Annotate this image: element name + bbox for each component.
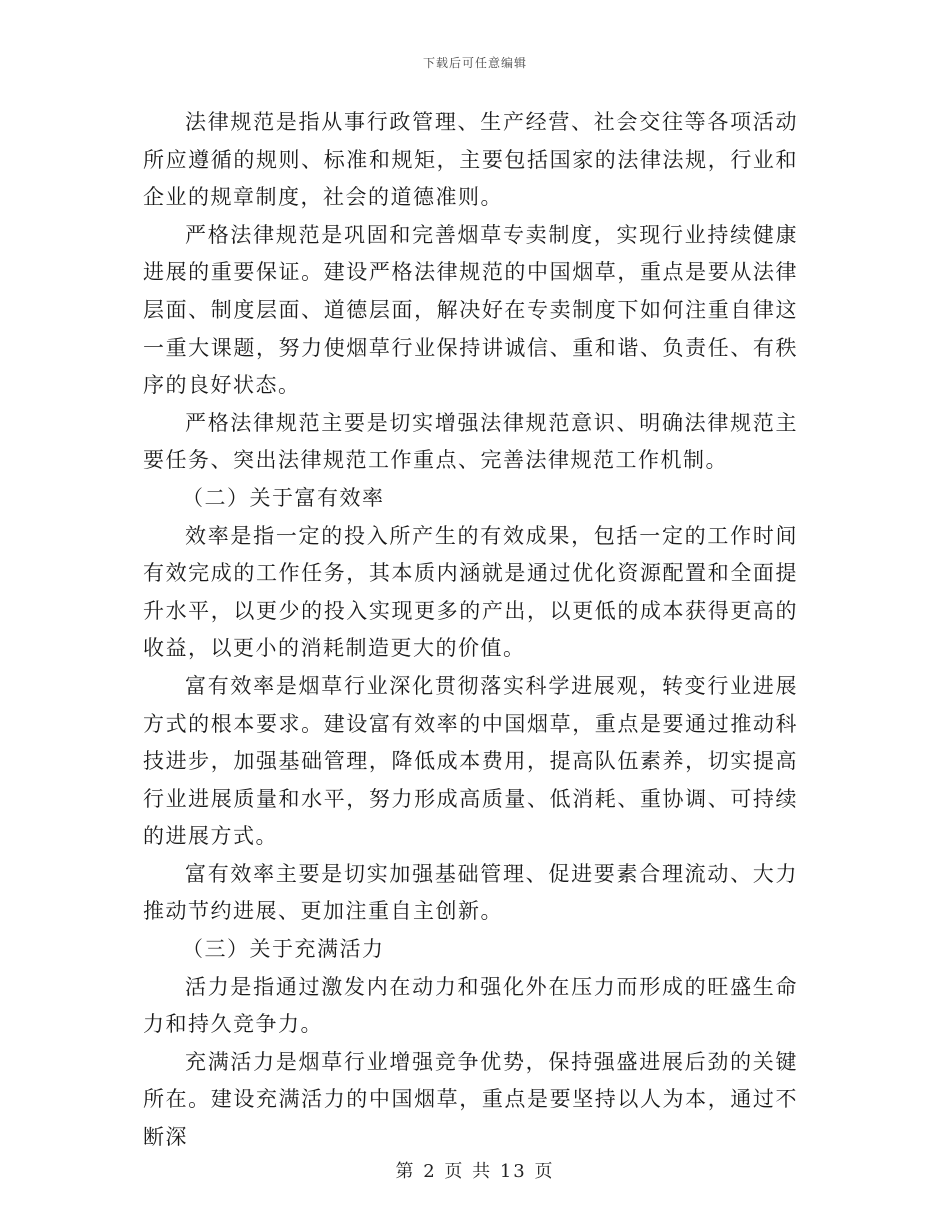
section-heading (143, 931, 798, 969)
paragraph: 富有效率是烟草行业深化贯彻落实科学进展观，转变行业进展方式的根本要求。建设富有效率的中国烟草，重点是要通过推动科技进步，加强基础管理，降低成本费用，提高队伍素养，切实提高行业进展质量和水平，努力形成高质量、低消耗、重协调、可持续的进展方式。 (143, 673, 798, 849)
paragraph: 富有效率主要是切实加强基础管理、促进要素合理流动、大力推动节约进展、更加注重自主创新。 (143, 861, 798, 924)
page-header: 下载后可任意编辑 (422, 56, 527, 70)
paragraph: 充满活力是烟草行业增强竞争优势，保持强盛进展后劲的关键所在。建设充满活力的中国烟草，重点是要坚持以人为本，通过不断深 (143, 1049, 798, 1150)
page-footer: 第 2 页 共 13 页 (395, 1161, 555, 1182)
paragraph: 严格法律规范主要是切实增强法律规范意识、明确法律规范主要任务、突出法律规范工作重点、完善法律规范工作机制。 (143, 410, 798, 473)
document-body (143, 104, 798, 1157)
paragraph: 活力是指通过激发内在动力和强化外在压力而形成的旺盛生命力和持久竞争力。 (143, 974, 798, 1037)
section-heading-text: （二）关于富有效率 (182, 485, 385, 510)
paragraph: 效率是指一定的投入所产生的有效成果，包括一定的工作时间有效完成的工作任务，其本质内涵就是通过优化资源配置和全面提升水平，以更少的投入实现更多的产出，以更低的成本获得更高的收益，以更小的消耗制造更大的价值。 (143, 523, 798, 661)
section-heading (143, 480, 798, 518)
section-heading-text: （三）关于充满活力 (182, 937, 385, 962)
paragraph: 严格法律规范是巩固和完善烟草专卖制度，实现行业持续健康进展的重要保证。建设严格法律规范的中国烟草，重点是要从法律层面、制度层面、道德层面，解决好在专卖制度下如何注重自律这一重大课题，努力使烟草行业保持讲诚信、重和谐、负责任、有秩序的良好状态。 (143, 222, 798, 398)
paragraph: 法律规范是指从事行政管理、生产经营、社会交往等各项活动所应遵循的规则、标准和规矩，主要包括国家的法律法规，行业和企业的规章制度，社会的道德准则。 (143, 110, 798, 210)
